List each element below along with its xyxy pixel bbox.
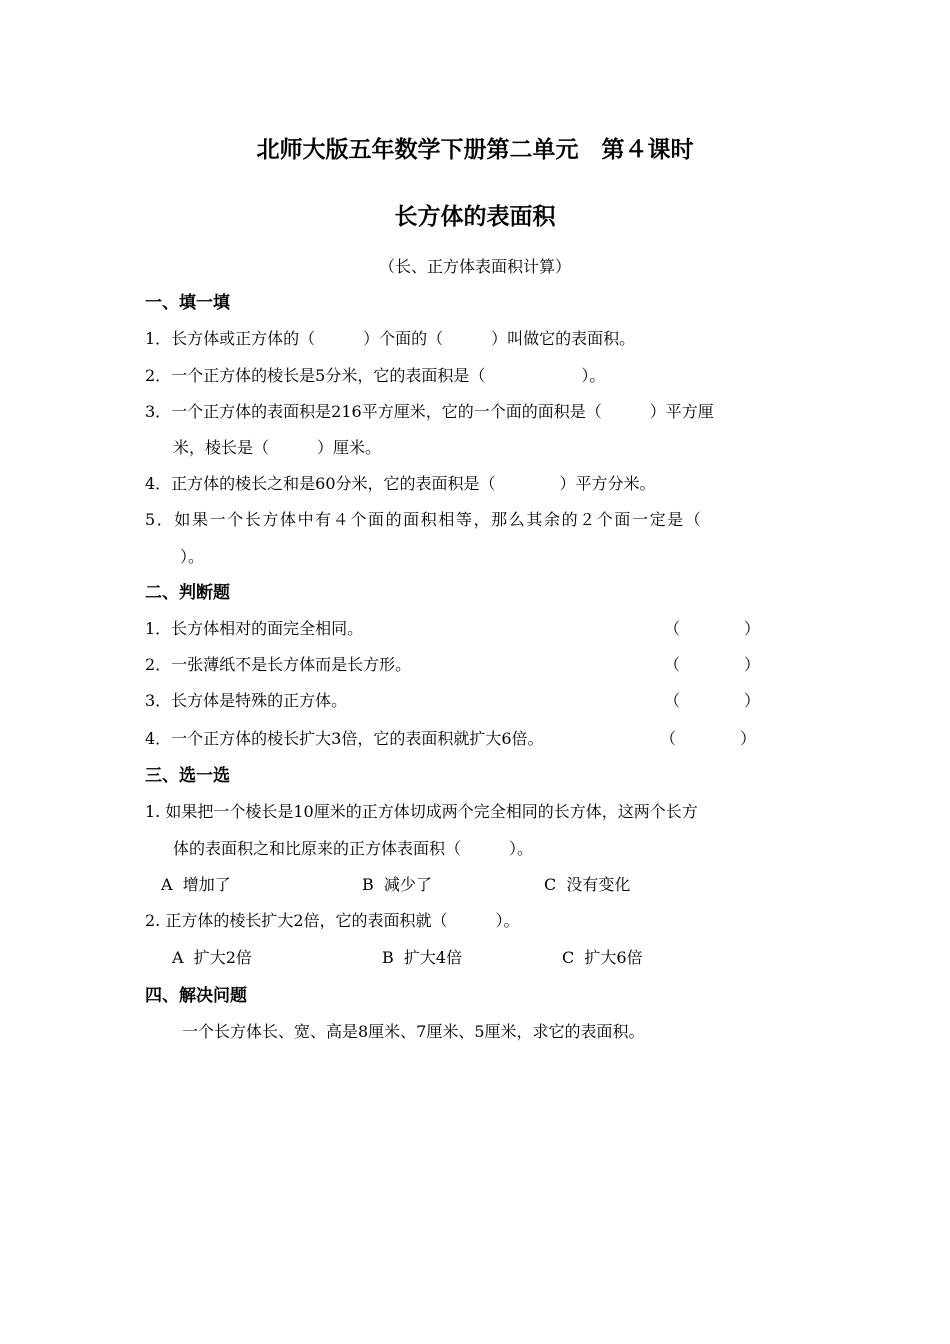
fill-question-5: 5．如果一个长方体中有４个面的面积相等，那么其余的２个面一定是（ <box>145 510 703 529</box>
choice-question-1: 1. 如果把一个棱长是10厘米的正方体切成两个完全相同的长方体，这两个长方 <box>145 802 698 821</box>
choice-question-1-cont: 体的表面积之和比原来的正方体表面积（ ）。 <box>173 839 534 858</box>
choice-1-option-b: B 减少了 <box>362 875 432 894</box>
section-heading-choice: 三、选一选 <box>145 766 230 786</box>
problem-question-1: 一个长方体长、宽、高是8厘米、7厘米、5厘米，求它的表面积。 <box>182 1022 645 1041</box>
section-heading-problem: 四、解决问题 <box>145 986 247 1006</box>
page-subtitle: 长方体的表面积 <box>394 204 556 230</box>
fill-question-2: 2．一个正方体的棱长是5分米，它的表面积是（ ）。 <box>145 366 606 385</box>
judge-answer-paren-4: （ ） <box>660 729 757 748</box>
judge-question-2: 2．一张薄纸不是长方体而是长方形。 <box>145 655 412 674</box>
judge-answer-paren-3: （ ） <box>664 691 761 710</box>
subtitle-note: （长、正方体表面积计算） <box>378 257 571 276</box>
fill-question-1: 1．长方体或正方体的（ ）个面的（ ）叫做它的表面积。 <box>145 329 636 348</box>
judge-answer-paren-1: （ ） <box>664 619 761 638</box>
judge-question-4: 4．一个正方体的棱长扩大3倍，它的表面积就扩大6倍。 <box>145 729 544 748</box>
fill-question-3: 3．一个正方体的表面积是216平方厘米，它的一个面的面积是（ ）平方厘 <box>145 402 714 421</box>
section-heading-judge: 二、判断题 <box>145 583 230 603</box>
page-title: 北师大版五年数学下册第二单元 第４课时 <box>256 137 694 163</box>
judge-answer-paren-2: （ ） <box>664 655 761 674</box>
choice-question-2: 2. 正方体的棱长扩大2倍，它的表面积就（ ）。 <box>145 911 520 930</box>
judge-question-3: 3．长方体是特殊的正方体。 <box>145 691 348 710</box>
choice-2-option-c: C 扩大6倍 <box>562 948 643 967</box>
fill-question-5-cont: ）。 <box>180 547 205 566</box>
judge-question-1: 1．长方体相对的面完全相同。 <box>145 619 364 638</box>
section-heading-fill: 一、填一填 <box>145 293 230 313</box>
fill-question-3-cont: 米，棱长是（ ）厘米。 <box>173 438 382 457</box>
fill-question-4: 4．正方体的棱长之和是60分米，它的表面积是（ ）平方分米。 <box>145 474 656 493</box>
choice-1-option-c: C 没有变化 <box>544 875 631 894</box>
choice-1-option-a: A 增加了 <box>161 875 231 894</box>
choice-2-option-a: A 扩大2倍 <box>172 948 252 967</box>
choice-2-option-b: B 扩大4倍 <box>382 948 463 967</box>
